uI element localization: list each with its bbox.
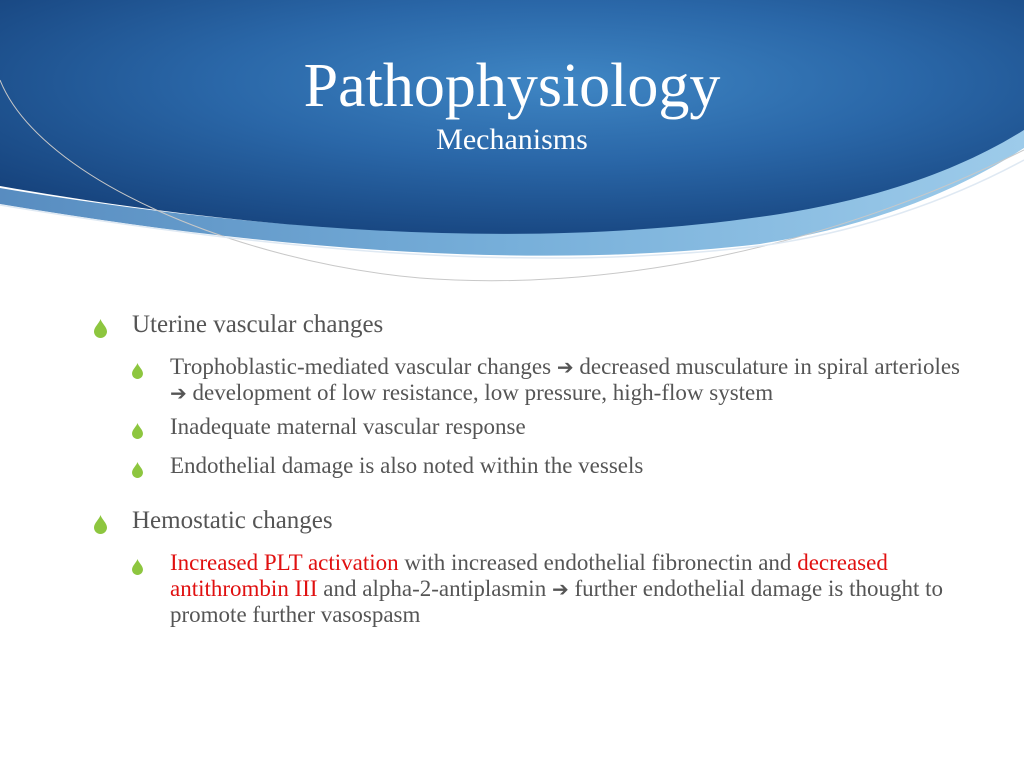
section-hemostatic-changes [94, 506, 974, 628]
teardrop-bullet-icon [94, 310, 132, 346]
right-arrow-icon: ➔ [170, 381, 187, 405]
right-arrow-icon: ➔ [556, 355, 574, 379]
bullet-text: Endothelial damage is also noted within the vessels [170, 453, 644, 478]
section-uterine-vascular-changes [94, 310, 974, 484]
level2-bullet [132, 414, 974, 445]
right-arrow-icon: ➔ [551, 577, 569, 601]
level2-bullet [132, 354, 974, 406]
slide-title: Pathophysiology [303, 52, 721, 120]
sub-bullet-list [132, 354, 974, 484]
bullet-content [94, 310, 974, 628]
highlight-text: decreased antithrombin III [170, 550, 888, 601]
level1-bullet [94, 310, 974, 346]
bullet-text: Trophoblastic-mediated vascular changes ➔ decreased musculature in spiral arterioles ➔ development of low resistance, low pressure, high-flow system [170, 354, 960, 405]
level2-bullet [132, 550, 974, 628]
level2-bullet [132, 453, 974, 484]
teardrop-bullet-icon [132, 453, 170, 484]
section-heading: Hemostatic changes [132, 507, 333, 534]
level1-bullet [94, 506, 974, 542]
teardrop-bullet-icon [132, 414, 170, 445]
teardrop-bullet-icon [132, 550, 170, 581]
title-block [0, 52, 1024, 158]
sub-bullet-list [132, 550, 974, 628]
slide-subtitle: Mechanisms [436, 123, 588, 156]
highlight-text: Increased PLT activation [170, 550, 399, 575]
teardrop-bullet-icon [132, 354, 170, 385]
teardrop-bullet-icon [94, 506, 132, 542]
bullet-text: Inadequate maternal vascular response [170, 414, 526, 439]
bullet-text: Increased PLT activation with increased endothelial fibronectin and decreased antithrombin III and alpha-2-antiplasmin ➔ further endothelial damage is thought to promote further vasospasm [170, 550, 944, 627]
section-heading: Uterine vascular changes [132, 311, 384, 338]
